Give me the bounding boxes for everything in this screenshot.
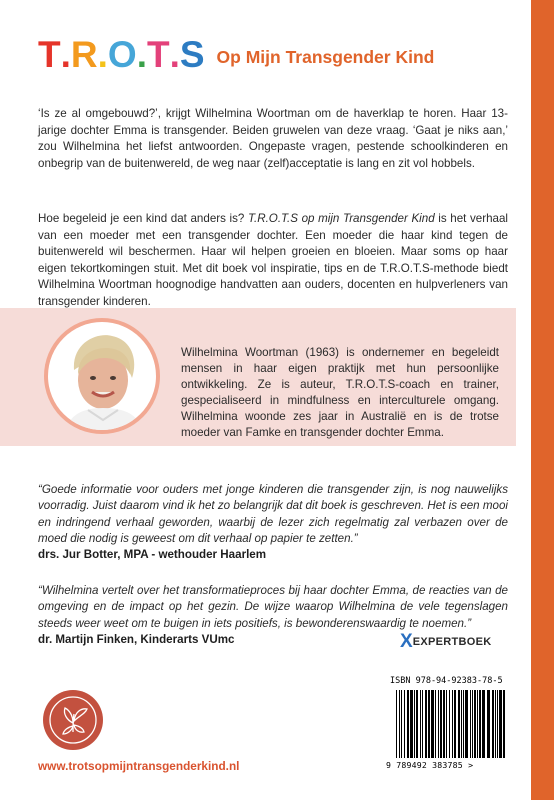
logo-letter: . xyxy=(97,34,108,75)
intro-paragraph-2-rest: is het verhaal van een moeder met een transgender dochter. Een moeder die haar kind tegen de buitenwereld wil beschermen. Haar wil helpen groeien en bloeien. Maar soms op haar eigen tekortkomingen stuit. Met dit boek vol inspiratie, tips en de T.R.O.T.S-methode biedt Wilhelmina Woortman hoognodige handvatten aan ouders, docenten en hulpverleners van transgender kinderen. xyxy=(38,212,508,308)
butterfly-emblem-icon xyxy=(43,690,103,750)
intro-paragraph-2-start: Hoe begeleid je een kind dat anders is? xyxy=(38,212,248,225)
trots-logo xyxy=(38,36,205,73)
barcode-number: 9 789492 383785 xyxy=(386,760,463,770)
logo-letter: . xyxy=(169,34,180,75)
isbn-number: ISBN 978-94-92383-78-5 xyxy=(390,676,503,686)
intro-paragraph-1: ‘Is ze al omgebouwd?’, krijgt Wilhelmina Woortman om de haverklap te horen. Haar 13-jarige dochter Emma is transgender. Beiden gruwelen van deze vraag. ‘Gaat je niks aan,’ zou Wilhelmina het liefst antwoorden. Ongepaste vragen, pestende schoolkinderen en onbegrip van de buitenwereld, de weg naar (zelf)acceptatie is lang en zit vol hobbels. xyxy=(38,107,508,170)
book-title xyxy=(38,36,434,73)
quote-1-text: “Goede informatie voor ouders met jonge kinderen die transgender zijn, is nog nauwelijks voorradig. Juist daarom vind ik het zo belangrijk dat dit boek is geschreven. Het is een mooi en indringend verhaal geworden, waarbij de lezer zich regelmatig zal verbazen over de moed die nodig is geweest om dit verhaal op papier te zetten.” xyxy=(38,483,508,545)
intro-book-title: T.R.O.T.S op mijn Transgender Kind xyxy=(247,212,435,225)
logo-letter: T xyxy=(38,34,61,75)
author-bio: Wilhelmina Woortman (1963) is ondernemer en begeleidt mensen in haar eigen praktijk met hun persoonlijke ontwikkeling. Ze is auteur, T.R.O.T.S-coach en trainer, gespecialiseerd in mindfulness en interculturele omgang. Wilhelmina woonde zes jaar in Australië en is de trotse moeder van Famke en transgender dochter Emma. xyxy=(181,346,499,439)
logo-letter: . xyxy=(60,34,71,75)
orange-edge-strip xyxy=(531,0,554,800)
book-subtitle: Op Mijn Transgender Kind xyxy=(216,47,435,67)
website-link[interactable]: www.trotsopmijntransgenderkind.nl xyxy=(38,759,240,773)
logo-letter: O xyxy=(107,34,137,75)
quote-2-text: “Wilhelmina vertelt over het transformatieproces bij haar dochter Emma, de reacties van de omgeving en de impact op het gezin. De wijze waarop Wilhelmina de vele tegenslagen steeds weer weet om te buigen in iets positiefs, is bewonderenswaardig te noemen.” xyxy=(38,584,508,630)
intro-paragraph-2 xyxy=(38,211,508,310)
quote-1-author: drs. Jur Botter, MPA - wethouder Haarlem xyxy=(38,548,267,561)
barcode-digits xyxy=(386,760,473,770)
publisher-name: EXPERTBOEK xyxy=(412,636,492,648)
author-portrait xyxy=(48,322,156,430)
publisher-mark-icon: X xyxy=(400,631,412,652)
quote-2-author: dr. Martijn Finken, Kinderarts VUmc xyxy=(38,633,235,646)
logo-letter: T xyxy=(146,34,170,75)
barcode-end-mark: > xyxy=(468,760,474,770)
logo-letter: . xyxy=(136,34,147,75)
publisher-logo xyxy=(400,628,491,656)
logo-letter: S xyxy=(179,34,205,75)
logo-letter: R xyxy=(70,34,98,75)
